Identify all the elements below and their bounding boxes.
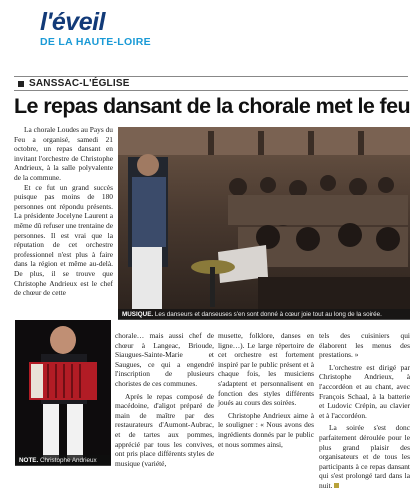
main-photo-caption bbox=[118, 309, 410, 320]
concert-scene-image bbox=[118, 127, 410, 319]
section-bar bbox=[14, 76, 408, 91]
article-column-2 bbox=[115, 331, 214, 468]
caption-text: Christophe Andrieux bbox=[38, 457, 97, 464]
masthead bbox=[40, 10, 200, 48]
article-column-3 bbox=[218, 331, 314, 449]
article-column-4 bbox=[319, 331, 410, 491]
main-photo bbox=[118, 127, 410, 319]
paragraph: Christophe Andrieux aime à le souligner : « Nous avons des ingrédients donnés par le public et nous sommes ainsi, bbox=[218, 410, 314, 449]
portrait-photo bbox=[15, 320, 111, 465]
paragraph bbox=[319, 423, 410, 490]
article-column-1 bbox=[14, 125, 113, 298]
caption-label: MUSIQUE. bbox=[122, 311, 154, 318]
paragraph-text: La soirée s'est donc parfaitement déroulée pour le plus grand plaisir des organisateurs et de tous les participants à ce repas dansant qui s'est prolongé tard dans la nuit. bbox=[319, 423, 410, 490]
paragraph: La chorale Loudes au Pays du Feu a organisé, samedi 21 octobre, un repas dansant en invitant l'orchestre de Christophe Andrieux, à la salle polyvalente de la commune. bbox=[14, 125, 113, 182]
masthead-subtitle: DE LA HAUTE-LOIRE bbox=[40, 36, 151, 48]
accordion-player-image bbox=[15, 320, 111, 465]
paragraph: chorale… mais aussi chef de chœur à Langeac, Brioude, Siaugues-Sainte-Marie et Saugues, ce qui a engendré l'inscription de plusieurs choristes de ces communes. bbox=[115, 331, 214, 388]
paragraph: Et ce fut un grand succès puisque pas moins de 180 personnes ont répondu présents. La présidente Jocelyne Laurent a même dû refuser une trentaine de personnes. Il est vrai que la réputation de cet orchestre professionnel n'est plus à faire dans la région et même au-delà. De plus, il se trouve que Christophe Andrieux est le chef de chœur de cette bbox=[14, 182, 113, 298]
section-square-icon bbox=[18, 81, 24, 87]
portrait-photo-caption bbox=[15, 455, 111, 466]
caption-text: Les danseurs et danseuses s'en sont donné à cœur joie tout au long de la soirée. bbox=[153, 311, 382, 318]
section-label: SANSSAC-L'ÉGLISE bbox=[29, 78, 130, 89]
paragraph: musette, folklore, danses en ligne…). Le large répertoire de cet orchestre est fortement inspiré par le public présent et à chaque fois, les musiciens s'adaptent et personnalisent en fonction des styles différents joués au cours des soirées. bbox=[218, 331, 314, 408]
article-headline: Le repas dansant de la chorale met le feu bbox=[14, 94, 410, 118]
caption-label: NOTE. bbox=[19, 457, 39, 464]
paragraph: tels des cuisiniers qui élaborent les menus des prestations. » bbox=[319, 331, 410, 360]
paragraph: L'orchestre est dirigé par Christophe Andrieux, à l'accordéon et au chant, avec François Schaal, à la batterie et Ludovic Crépin, au clavier et à l'accordéon. bbox=[319, 362, 410, 420]
paragraph: Après le repas composé de macédoine, d'aligot préparé de main de maître par des restaurateurs d'Aumont-Aubrac, et de tartes aux pommes, apprécié par tous les convives, ont pris place différents styles de musique (variété, bbox=[115, 391, 214, 468]
end-of-article-icon bbox=[334, 483, 339, 488]
masthead-title: l'éveil bbox=[40, 8, 105, 36]
